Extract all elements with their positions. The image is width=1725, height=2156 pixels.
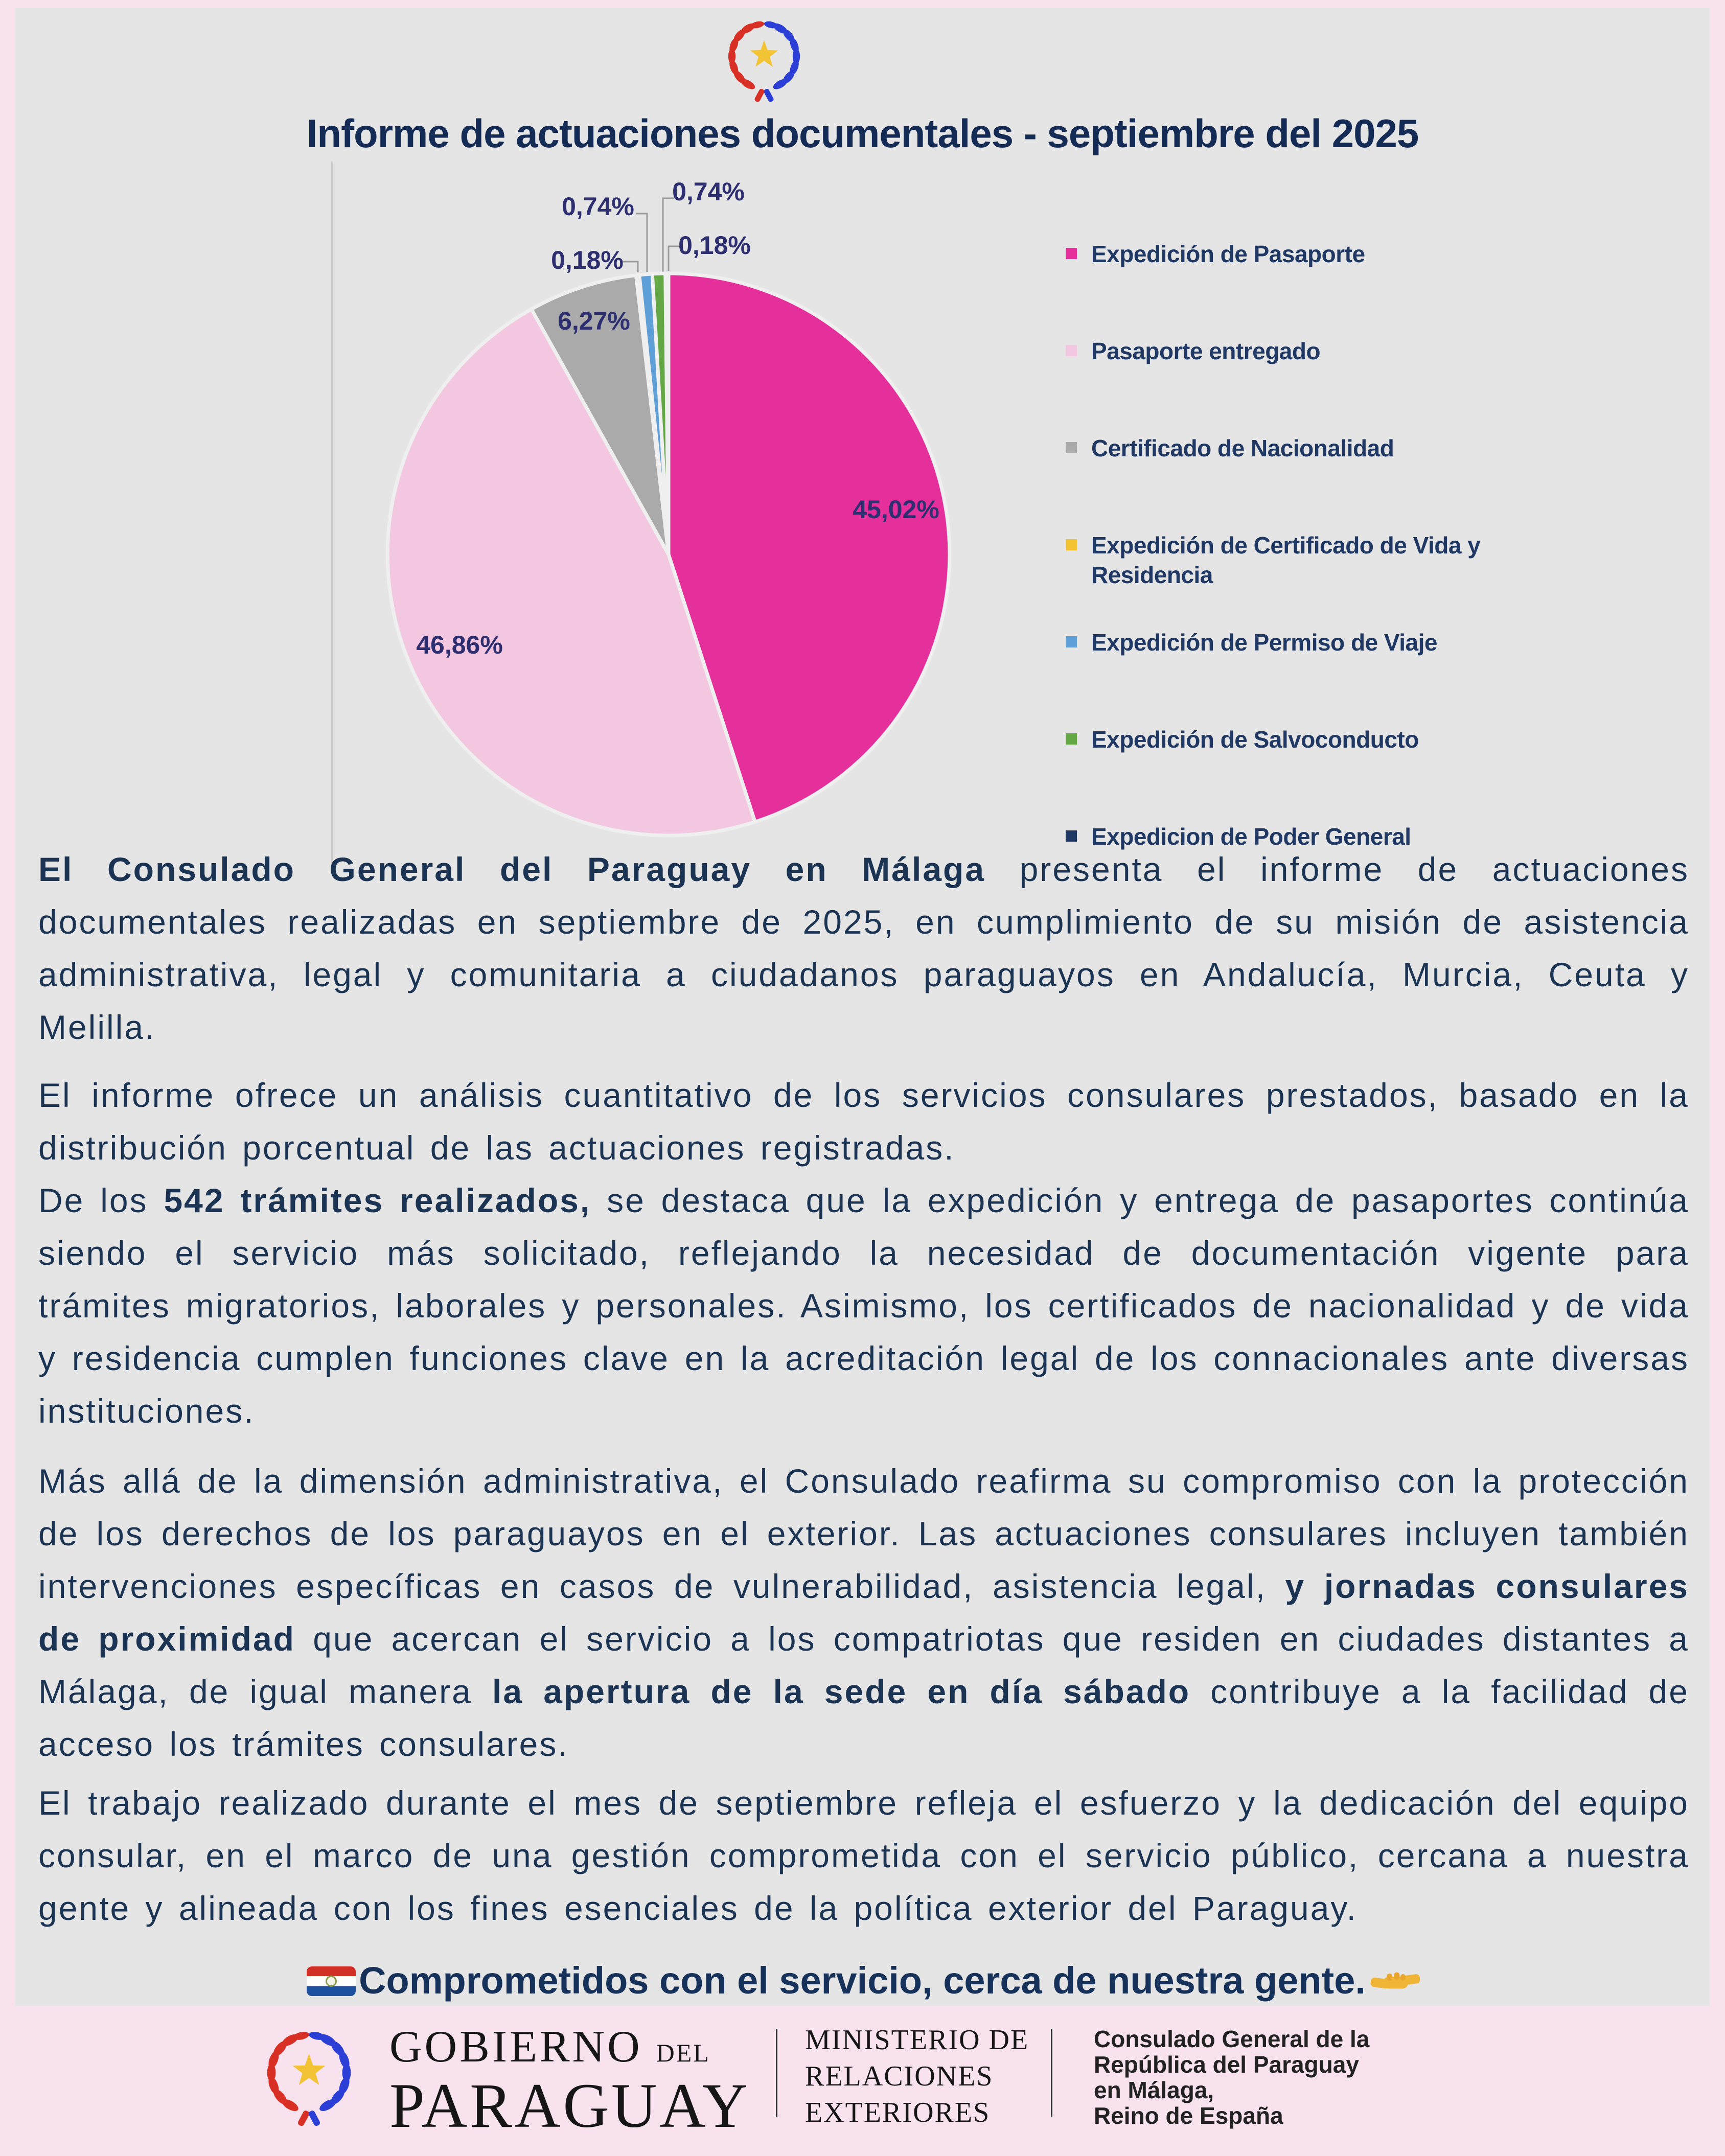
legend-item — [1066, 433, 1628, 530]
consulate-line: Consulado General de la — [1094, 2026, 1370, 2052]
paragraph-bold-text: 542 trámites realizados, — [164, 1181, 591, 1219]
report-content-panel — [15, 8, 1710, 2006]
consulate-line: en Málaga, — [1094, 2077, 1214, 2103]
handshake-icon — [1370, 1964, 1421, 2000]
pie-slices — [387, 273, 950, 836]
paragraph-bold-text: El Consulado General del Paraguay en Málaga — [38, 850, 986, 888]
pie-label-vida-residencia: 0,18% — [551, 246, 624, 274]
legend-item — [1066, 530, 1628, 628]
paraguay-wreath-emblem-icon — [249, 2020, 369, 2127]
legend-item — [1066, 628, 1628, 725]
brand-paraguay: PARAGUAY — [389, 2071, 751, 2141]
paragraphs — [38, 843, 1689, 2005]
ministry-label — [805, 2022, 1029, 2131]
legend-label: Pasaporte entregado — [1091, 338, 1321, 364]
paragraph — [38, 1455, 1689, 1771]
legend-item — [1066, 725, 1628, 822]
paragraph-bold-text: y jornadas consulares de proximidad — [38, 1567, 1690, 1658]
paraguay-wreath-emblem-icon — [718, 9, 810, 105]
paragraph — [38, 1777, 1689, 1935]
ministry-line: MINISTERIO DE — [805, 2024, 1029, 2056]
paraguay-flag-icon — [307, 1966, 356, 1996]
ministry-line: RELACIONES — [805, 2060, 994, 2092]
brand-gobierno: GOBIERNO DEL — [389, 2022, 710, 2072]
consulate-line: Reino de España — [1094, 2102, 1283, 2129]
paragraph-text: contribuye a la facilidad de acceso los trámites consulares. — [38, 1673, 1689, 1763]
gobierno-del-paraguay-logo — [389, 2021, 750, 2142]
legend-item — [1066, 239, 1628, 336]
legend-swatch — [1066, 830, 1077, 842]
ministry-line: EXTERIORES — [805, 2097, 991, 2128]
legend-label: Expedicion de Poder General — [1091, 823, 1411, 850]
brand-del: DEL — [656, 2038, 710, 2067]
legend-swatch — [1066, 345, 1077, 356]
legend-swatch — [1066, 442, 1077, 453]
paragraph-text: se destaca que la expedición y entrega de pasaportes continúa siendo el servicio más solicitado, reflejando la necesidad de documentación vigente para trámites migratorios, laborales y personales. Asimismo, los certificados de nacionalidad y de vida y residencia cumplen funciones clave en la acreditación legal de los connacionales ante diversas instituciones. — [38, 1181, 1689, 1430]
paragraph-text: De los — [38, 1181, 164, 1219]
pie-label-salvoconducto: 0,74% — [672, 177, 745, 206]
paragraph — [38, 843, 1689, 1054]
legend-swatch — [1066, 733, 1077, 745]
legend-label: Certificado de Nacionalidad — [1091, 435, 1394, 461]
page-title: Informe de actuaciones documentales - septiembre del 2025 — [306, 111, 1419, 156]
slogan-text: Comprometidos con el servicio, cerca de nuestra gente. — [359, 1959, 1366, 2002]
pie-label-entregado: 46,86% — [416, 631, 503, 659]
chart-legend — [1066, 239, 1628, 919]
footer — [0, 2006, 1725, 2156]
paragraph-text: que acercan el servicio a los compatriotas que residen en ciudades distantes a Málaga, de igual manera — [38, 1620, 1690, 1710]
pie-label-pasaporte: 45,02% — [853, 495, 939, 524]
paragraph-bold-text: la apertura de la sede en día sábado — [492, 1673, 1191, 1710]
legend-label: Expedición de Permiso de Viaje — [1091, 629, 1437, 656]
legend-label: Expedición de Pasaporte — [1091, 241, 1365, 267]
consulate-line: República del Paraguay — [1094, 2051, 1359, 2078]
legend-item — [1066, 336, 1628, 433]
pie-label-permiso-viaje: 0,74% — [562, 192, 634, 221]
paragraph-text: El trabajo realizado durante el mes de septiembre refleja el esfuerzo y la dedicación del equipo consular, en el marco de una gestión comprometida con el servicio público, cercana a nuestra gente y alineada con los fines esenciales de la política exterior del Paraguay. — [38, 1784, 1689, 1927]
consulate-label — [1094, 2026, 1369, 2128]
pie-label-poder-general: 0,18% — [678, 231, 751, 260]
pie-label-nacionalidad: 6,27% — [558, 307, 630, 335]
legend-label: Expedición de Salvoconducto — [1091, 726, 1419, 753]
paragraph — [38, 1174, 1689, 1438]
slogan — [38, 1956, 1689, 2005]
paragraph-text: El informe ofrece un análisis cuantitativo de los servicios consulares prestados, basado en la distribución porcentual de las actuaciones registradas. — [38, 1076, 1689, 1167]
legend-swatch — [1066, 248, 1077, 259]
legend-swatch — [1066, 636, 1077, 647]
legend-label: Expedición de Certificado de Vida y Residencia — [1091, 532, 1481, 588]
footer-divider — [1051, 2029, 1052, 2117]
callout-line-vida-residencia — [623, 262, 638, 272]
pie-chart — [322, 172, 1038, 887]
legend-swatch — [1066, 539, 1077, 550]
footer-divider — [776, 2029, 777, 2117]
paragraph — [38, 1069, 1689, 1174]
paragraph-text: presenta el informe de actuaciones documentales realizadas en septiembre de 2025, en cumplimiento de su misión de asistencia administrativa, legal y comunitaria a ciudadanos paraguayos en Andalucía, Murcia, Ceuta y Melilla. — [38, 850, 1689, 1046]
paragraph-text: Más allá de la dimensión administrativa, el Consulado reafirma su compromiso con la protección de los derechos de los paraguayos en el exterior. Las actuaciones consulares incluyen también intervenciones específicas en casos de vulnerabilidad, asistencia legal, — [38, 1462, 1689, 1605]
